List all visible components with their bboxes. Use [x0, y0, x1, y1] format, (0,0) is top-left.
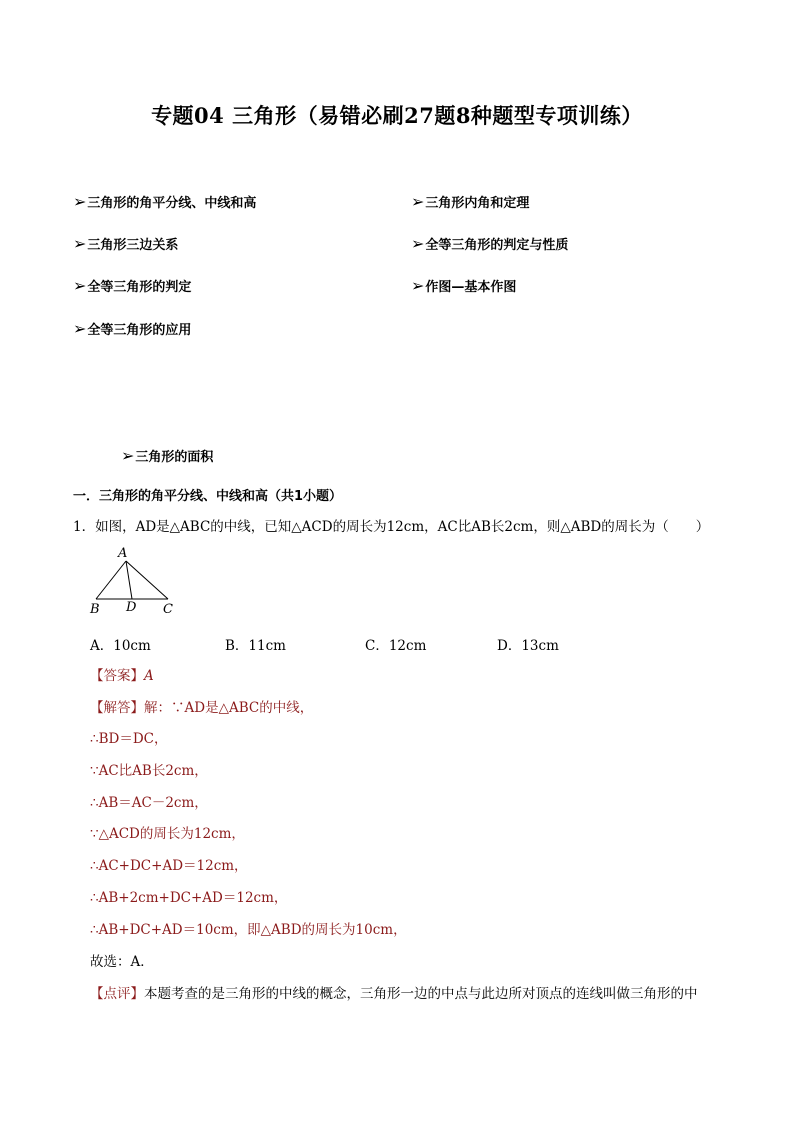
arrow-icon: ➢: [121, 445, 135, 465]
arrow-icon: ➢: [73, 318, 87, 338]
page-title: 专题04 三角形（易错必刷27题8种题型专项训练）: [151, 103, 643, 128]
solution-line: ∴AC+DC+AD＝12cm，: [90, 858, 248, 874]
topic-item: [411, 276, 516, 295]
comment-text: 本题考查的是三角形的中线的概念，三角形一边的中点与此边所对顶点的连线叫做三角形的中: [144, 986, 698, 1002]
topic-label: 全等三角形的判定: [87, 280, 192, 295]
option-a: A．10cm: [90, 638, 151, 654]
topic-item: [73, 319, 191, 338]
topic-item: [121, 446, 213, 465]
solution-line: ∵AC比AB长2cm，: [90, 763, 208, 779]
solution-tag: 【解答】: [90, 700, 144, 716]
topic-label: 全等三角形的应用: [87, 323, 192, 338]
section-heading: 一．三角形的角平分线、中线和高（共1小题）: [73, 489, 343, 504]
solution-text: 解：∵AD是△ABC的中线，: [144, 700, 314, 716]
solution-line: ∴AB＝AC－2cm，: [90, 795, 208, 811]
topic-item: [73, 192, 256, 211]
topic-label: 三角形的角平分线、中线和高: [87, 196, 257, 211]
answer-value: A: [144, 668, 154, 684]
topic-item: [73, 234, 178, 253]
triangle-figure: [88, 545, 188, 619]
topic-label: 三角形内角和定理: [425, 196, 530, 211]
option-c: C．12cm: [365, 638, 427, 654]
comment-line: [90, 982, 698, 1002]
arrow-icon: ➢: [411, 233, 425, 253]
median-ad: [126, 561, 132, 599]
topic-item: [73, 276, 191, 295]
option-b: B．11cm: [225, 638, 286, 654]
label-a: A: [118, 546, 128, 561]
arrow-icon: ➢: [73, 233, 87, 253]
topic-label: 全等三角形的判定与性质: [425, 238, 569, 253]
arrow-icon: ➢: [73, 275, 87, 295]
answer-line: [90, 664, 154, 684]
label-c: C: [163, 602, 173, 617]
comment-tag: 【点评】: [90, 986, 144, 1002]
arrow-icon: ➢: [411, 191, 425, 211]
solution-line: ∴AB+DC+AD＝10cm，即△ABD的周长为10cm，: [90, 922, 407, 938]
solution-line: ∴BD＝DC，: [90, 731, 168, 747]
arrow-icon: ➢: [411, 275, 425, 295]
topic-item: [411, 192, 529, 211]
option-d: D．13cm: [497, 638, 559, 654]
solution-line: ∴AB+2cm+DC+AD＝12cm，: [90, 890, 288, 906]
solution-line: ∵△ACD的周长为12cm，: [90, 826, 245, 842]
label-d: D: [126, 600, 137, 615]
solution-line: [90, 696, 313, 716]
question-text: 1．如图，AD是△ABC的中线，已知△ACD的周长为12cm，AC比AB长2cm，则△ABD的周长为（ ）: [73, 519, 710, 535]
topic-item: [411, 234, 568, 253]
topic-label: 三角形三边关系: [87, 238, 179, 253]
label-b: B: [90, 602, 100, 617]
arrow-icon: ➢: [73, 191, 87, 211]
topic-label: 作图—基本作图: [425, 280, 517, 295]
topic-label: 三角形的面积: [135, 450, 214, 465]
side-ab: [96, 561, 126, 599]
solution-line: 故选：A．: [90, 954, 154, 970]
answer-tag: 【答案】: [90, 668, 144, 684]
side-ac: [126, 561, 168, 599]
